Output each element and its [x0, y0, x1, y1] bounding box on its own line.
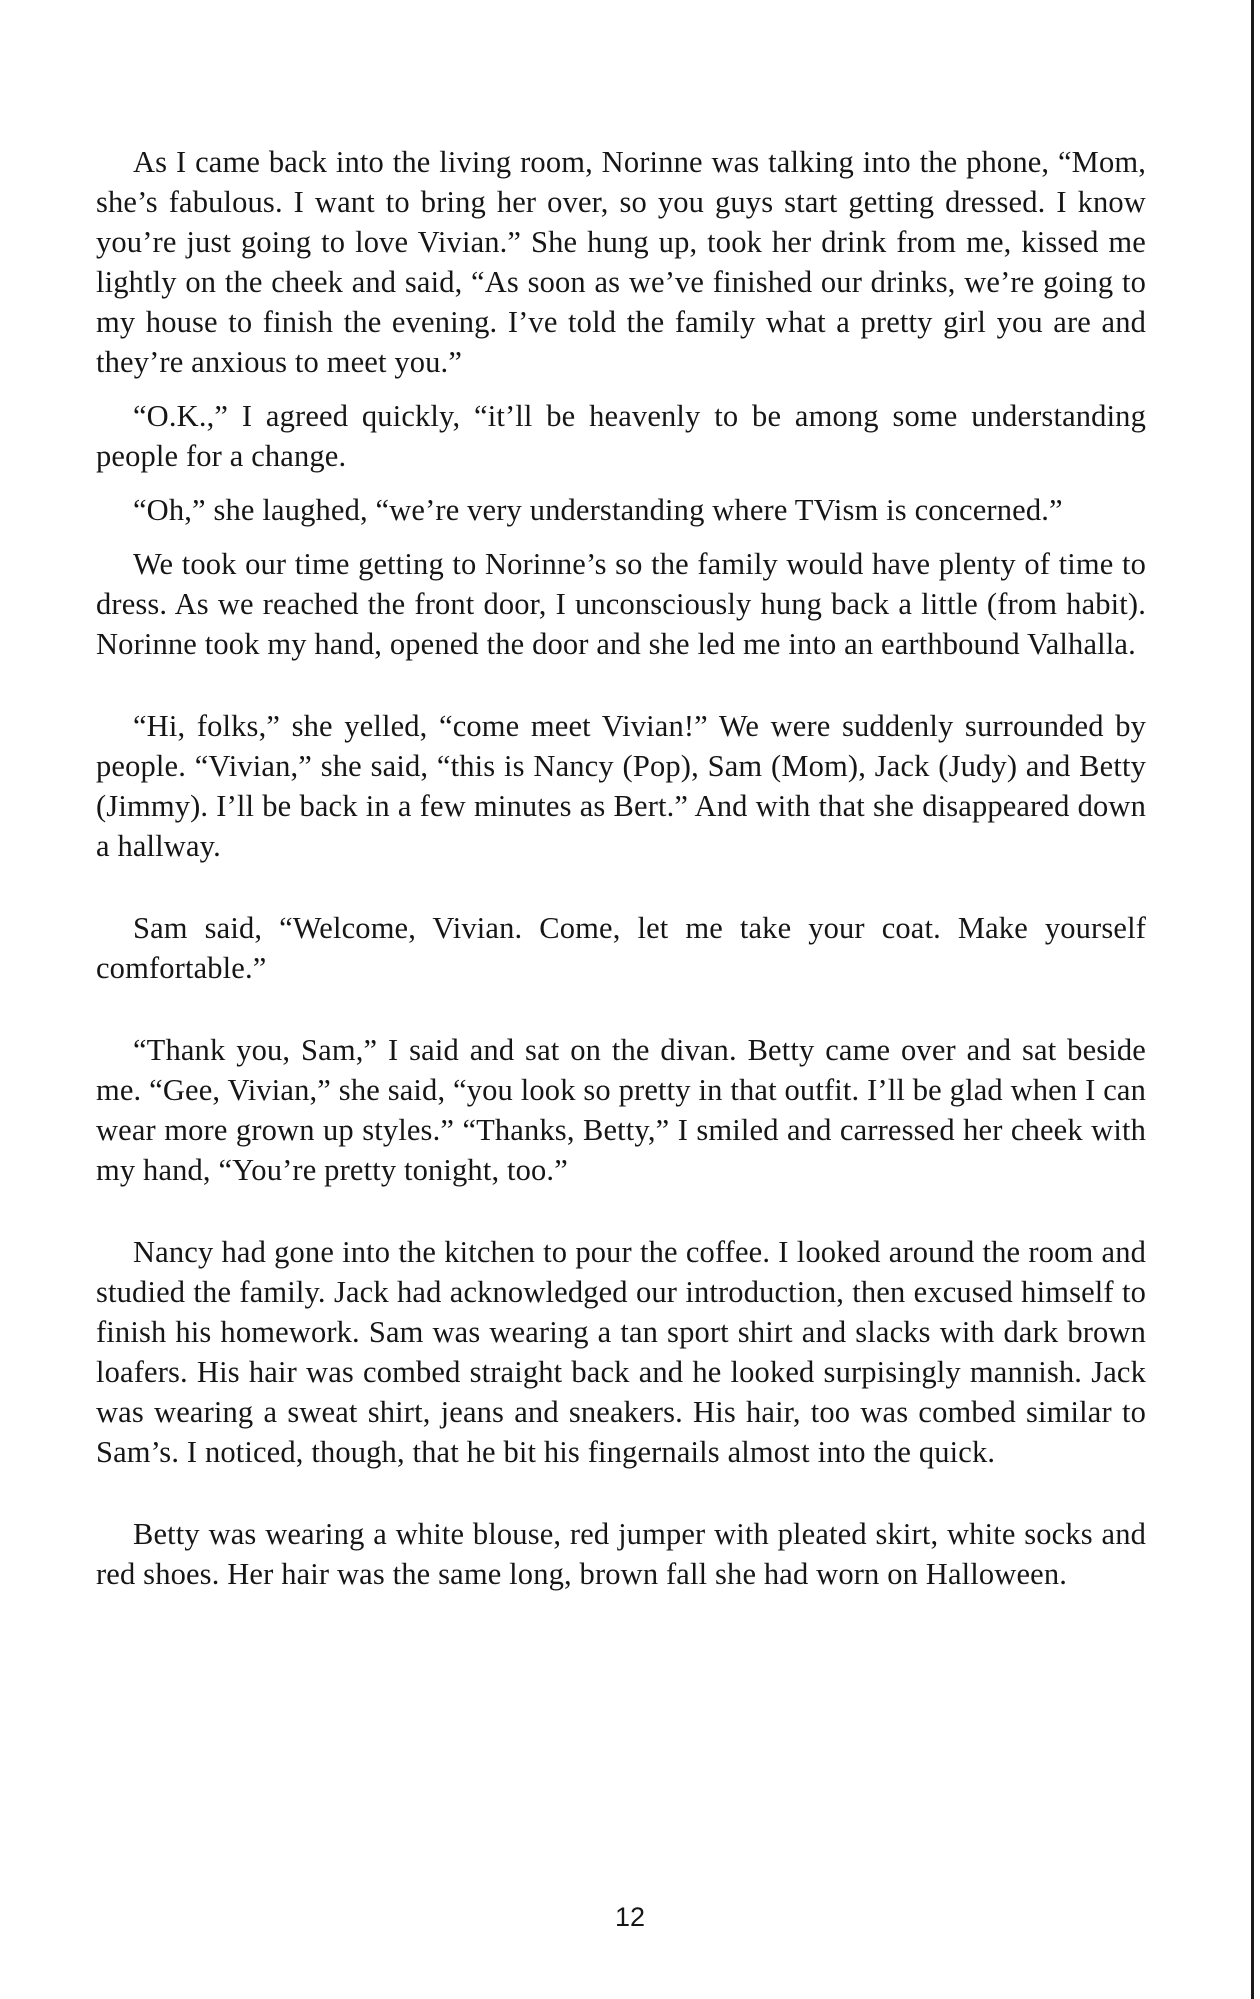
paragraph-1: As I came back into the living room, Norinne was talking into the phone, “Mom, she’s fabulous. I want to bring her over, so you guys start getting dressed. I know you’re just going to love Vivian.” She hung up, took her drink from me, kissed me lightly on the cheek and said, “As soon as we’ve finished our drinks, we’re going to my house to finish the evening. I’ve told the family what a pretty girl you are and they’re anxious to meet you.” [96, 145, 1146, 379]
page-edge-line [1251, 0, 1254, 1999]
paragraph-8: Nancy had gone into the kitchen to pour the coffee. I looked around the room and studied the family. Jack had acknowledged our introduction, then excused himself to finish his homework. Sam was wearing a tan sport shirt and slacks with dark brown loafers. His hair was combed straight back and he looked surpisingly mannish. Jack was wearing a sweat shirt, jeans and sneakers. His hair, too was combed similar to Sam’s. I noticed, though, that he bit his fingernails almost into the quick. [96, 1235, 1146, 1469]
paragraph-4: We took our time getting to Norinne’s so the family would have plenty of time to dress. As we reached the front door, I unconsciously hung back a little (from habit). Norinne took my hand, opened the door and she led me into an earthbound Valhalla. [96, 547, 1146, 661]
page-number: 12 [614, 1902, 646, 1932]
paragraph-3: “Oh,” she laughed, “we’re very understanding where TVism is concerned.” [133, 493, 1063, 527]
paragraph-6: Sam said, “Welcome, Vivian. Come, let me take your coat. Make yourself comfortable.” [96, 911, 1146, 985]
paragraph-2: “O.K.,” I agreed quickly, “it’ll be heavenly to be among some understanding people for a change. [96, 399, 1146, 473]
paragraph-7: “Thank you, Sam,” I said and sat on the divan. Betty came over and sat beside me. “Gee, Vivian,” she said, “you look so pretty in that outfit. I’ll be glad when I can wear more grown up styles.” “Thanks, Betty,” I smiled and carressed her cheek with my hand, “You’re pretty tonight, too.” [96, 1033, 1146, 1187]
page-body [96, 142, 1146, 1594]
paragraph-5: “Hi, folks,” she yelled, “come meet Vivian!” We were suddenly surrounded by people. “Vivian,” she said, “this is Nancy (Pop), Sam (Mom), Jack (Judy) and Betty (Jimmy). I’ll be back in a few minutes as Bert.” And with that she disappeared down a hallway. [96, 709, 1146, 863]
paragraph-9: Betty was wearing a white blouse, red jumper with pleated skirt, white socks and red shoes. Her hair was the same long, brown fall she had worn on Halloween. [96, 1517, 1146, 1591]
